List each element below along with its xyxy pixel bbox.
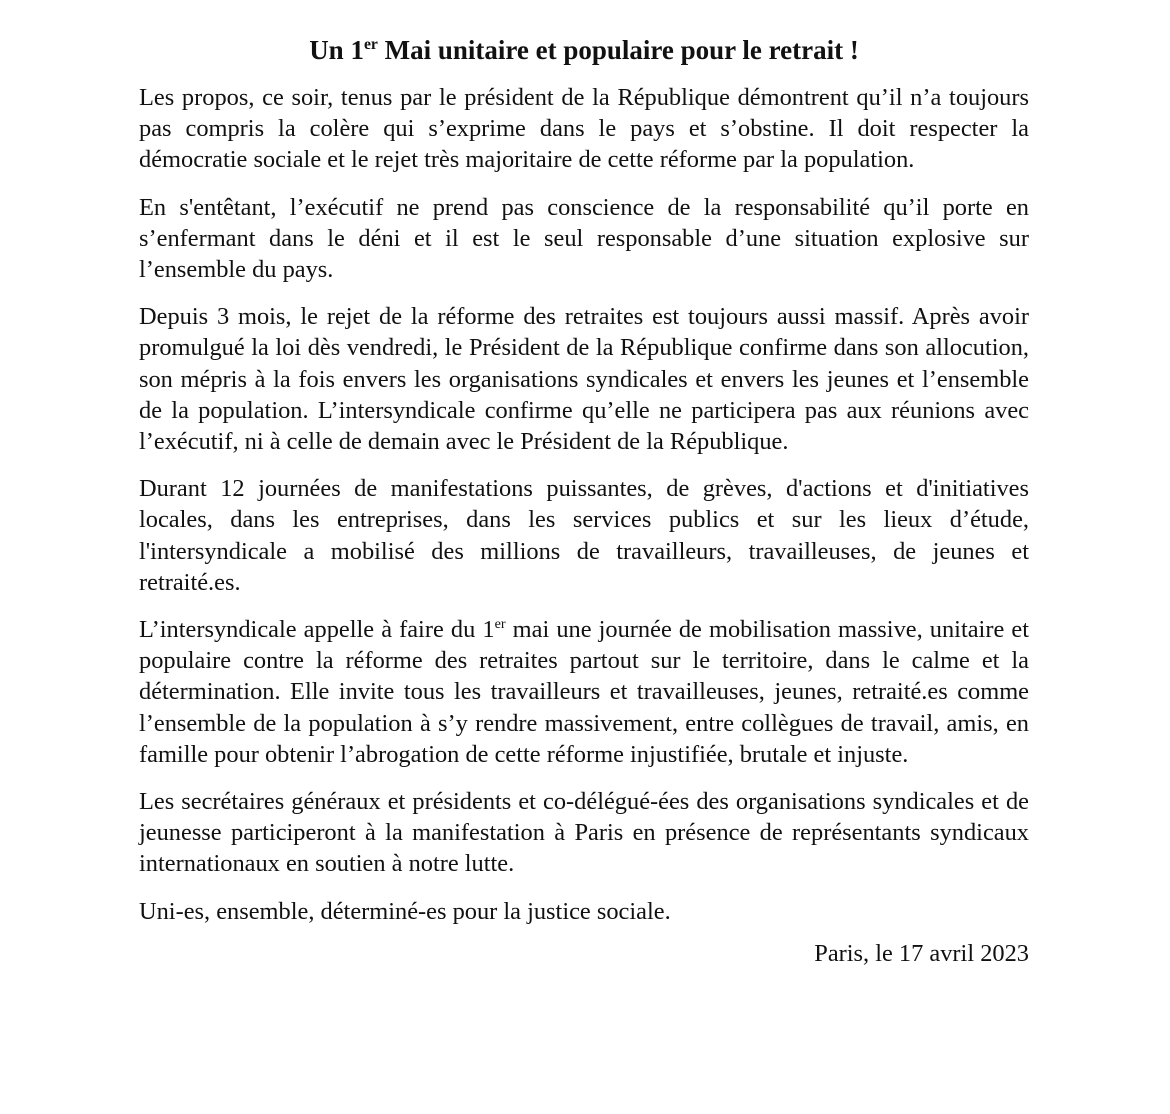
title-text-before: Un 1 bbox=[309, 35, 364, 65]
paragraph-5-superscript: er bbox=[494, 615, 506, 632]
paragraph-3: Depuis 3 mois, le rejet de la réforme des retraites est toujours aussi massif. Après avoir promulgué la loi dès vendredi, le Président de la République confirme dans son allocution, son mépris à la fois envers les organisations syndicales et envers les jeunes et l’ensemble de la population. L’intersyndicale confirme qu’elle ne participera pas aux réunions avec l’exécutif, ni à celle de demain avec le Président de la République. bbox=[139, 303, 1029, 456]
paragraph-5-after: mai une journée de mobilisation massive, unitaire et populaire contre la réforme des retraites partout sur le territoire, dans le calme et la détermination. Elle invite tous les travailleurs et travailleuses, jeunes, retraité.es comme l’ensemble de la population à s’y rendre massivement, entre collègues de travail, amis, en famille pour obtenir l’abrogation de cette réforme injustifiée, brutale et injuste. bbox=[139, 616, 1029, 768]
paragraph-6: Les secrétaires généraux et présidents et co-délégué-ées des organisations syndicales et de jeunesse participeront à la manifestation à Paris en présence de représentants syndicaux internationaux en soutien à notre lutte. bbox=[139, 788, 1029, 878]
signoff: Uni-es, ensemble, déterminé-es pour la justice sociale. bbox=[139, 897, 671, 925]
paragraph-5 bbox=[139, 614, 1029, 770]
dateline: Paris, le 17 avril 2023 bbox=[814, 939, 1029, 967]
paragraph-5-before: L’intersyndicale appelle à faire du 1 bbox=[139, 616, 495, 644]
paragraph-4: Durant 12 journées de manifestations puissantes, de grèves, d'actions et d'initiatives locales, dans les entreprises, dans les services publics et sur les lieux d’étude, l'intersyndicale a mobilisé des millions de travailleurs, travailleuses, de jeunes et retraité.es. bbox=[139, 475, 1029, 596]
title-text-after: Mai unitaire et populaire pour le retrait ! bbox=[377, 35, 859, 65]
paragraph-2: En s'entêtant, l’exécutif ne prend pas conscience de la responsabilité qu’il porte en s’enfermant dans le déni et il est le seul responsable d’une situation explosive sur l’ensemble du pays. bbox=[139, 193, 1029, 284]
paragraph-1: Les propos, ce soir, tenus par le président de la République démontrent qu’il n’a toujours pas compris la colère qui s’exprime dans le pays et s’obstine. Il doit respecter la démocratie sociale et le rejet très majoritaire de cette réforme par la population. bbox=[139, 84, 1029, 174]
title-superscript: er bbox=[363, 36, 378, 53]
document-title bbox=[139, 28, 1029, 72]
press-release bbox=[139, 28, 1029, 969]
